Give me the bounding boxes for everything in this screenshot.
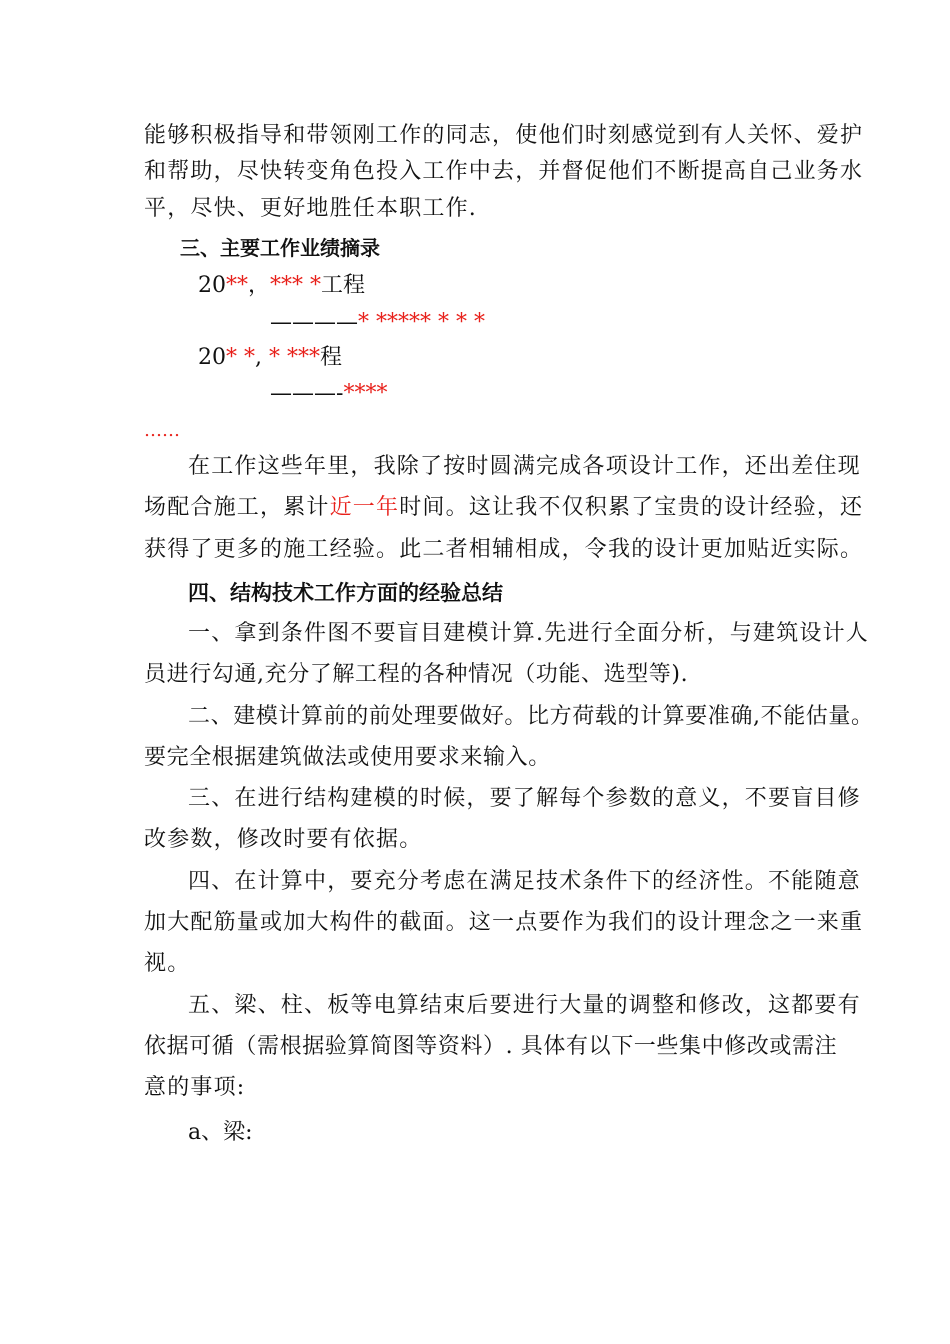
para1-line3: 平，尽快、更好地胜任本职工作. [144,196,477,221]
para2-line1: 在工作这些年里，我除了按时圆满完成各项设计工作，还出差住现 [188,454,861,479]
item2-line2: 要完全根据建筑做法或使用要求来输入。 [144,745,551,770]
item1-line2: 员进行勾通,充分了解工程的各种情况（功能、选型等). [144,662,689,687]
entry1-sep: ， [248,273,271,298]
section4-heading: 四、结构技术工作方面的经验总结 [188,581,503,605]
item3-line1: 三、在进行结构建模的时候，要了解每个参数的意义，不要盲目修 [188,786,861,811]
item3-line2: 改参数，修改时要有依据。 [144,827,423,852]
para2-line2-start: 场配合施工，累计 [144,495,330,520]
achievement-detail-2 [270,379,387,409]
entry2-name-tail: 程 [320,345,343,370]
achievement-entry-1 [198,271,365,301]
item5-line1: 五、梁、柱、板等电算结束后要进行大量的调整和修改，这都要有 [188,993,861,1018]
entry1-name-mask: *** * [270,273,322,298]
achievement-entry-2 [198,343,342,373]
item4-line3: 视。 [144,951,191,976]
section3-heading: 三、主要工作业绩摘录 [180,236,380,260]
item2-line1: 二、建模计算前的前处理要做好。比方荷载的计算要准确,不能估量。 [188,704,874,729]
para2-line2 [144,493,863,523]
para1-line1: 能够积极指导和带领刚工作的同志，使他们时刻感觉到有人关怀、爱护 [144,123,864,148]
item4-line2: 加大配筋量或加大构件的截面。这一点要作为我们的设计理念之一来重 [144,910,864,935]
entry1-year: 20 [198,273,226,298]
para2-line2-end: 时间。这让我不仅积累了宝贵的设计经验，还 [399,495,864,520]
para2-highlight: 近一年 [329,495,400,520]
entry2-name-mask: * *** [269,345,320,370]
item5-line3: 意的事项: [144,1075,246,1100]
achievement-detail-1 [270,308,485,338]
entry1-detail-mask: * ***** * * * [358,310,485,335]
entry1-year-mask: ** [226,273,248,298]
entry2-dashes: ———- [270,381,344,406]
item1-line1: 一、拿到条件图不要盲目建模计算.先进行全面分析，与建筑设计人 [188,621,869,646]
entry1-dashes: ———— [270,310,358,335]
ellipsis: …… [144,420,180,441]
entry2-year-mask: * * [226,345,255,370]
entry2-sep: , [255,345,269,370]
entry1-name-tail: 工程 [321,273,366,298]
sub-item-a: a、梁: [188,1120,253,1145]
entry2-year: 20 [198,345,226,370]
para2-line3: 获得了更多的施工经验。此二者相辅相成，令我的设计更加贴近实际。 [144,537,864,562]
item4-line1: 四、在计算中，要充分考虑在满足技术条件下的经济性。不能随意 [188,869,861,894]
entry2-detail-mask: **** [343,381,388,406]
item5-line2: 依据可循（需根据验算简图等资料）. 具体有以下一些集中修改或需注 [144,1034,838,1059]
para1-line2: 和帮助，尽快转变角色投入工作中去，并督促他们不断提高自己业务水 [144,159,864,184]
